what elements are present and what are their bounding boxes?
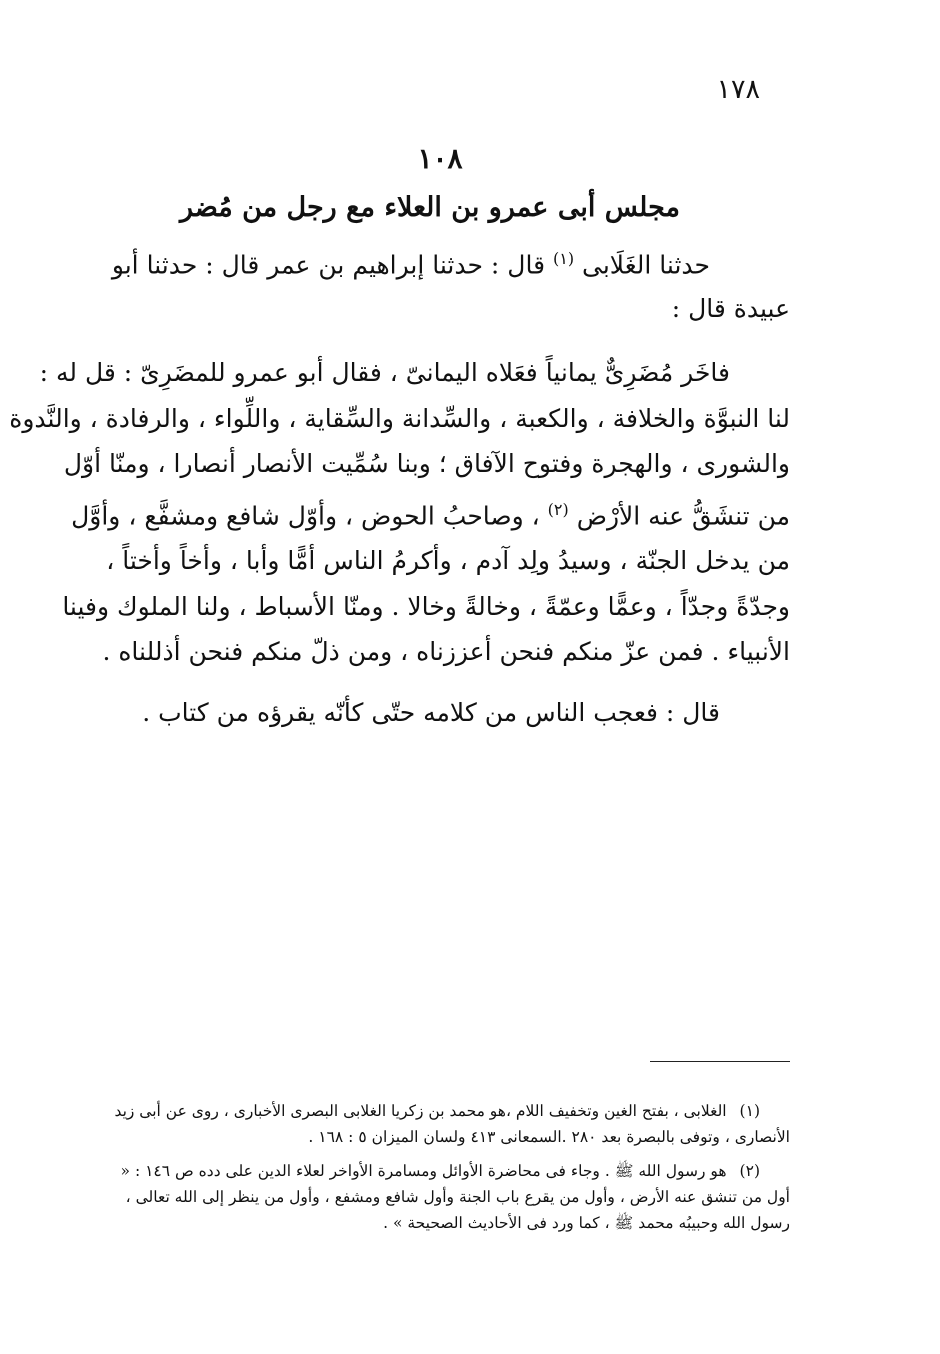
intro-line-1	[110, 236, 710, 288]
intro-text: حدثنا الغَلَابى	[582, 250, 710, 280]
footnote-mark: (١)	[739, 1102, 760, 1120]
body-paragraph	[9, 350, 790, 675]
footnote-1	[110, 1098, 790, 1150]
footnote-mark: (٢)	[739, 1162, 760, 1180]
body-line: الأنبياء . فمن عزّ منكم فنحن أعززناه ، ومن ذلّ منكم فنحن أذللناه .	[102, 637, 790, 667]
intro-line-2: عبيدة قال :	[671, 294, 790, 323]
body-line-with-ref	[71, 487, 790, 539]
body-line: من يدخل الجنّة ، وسيدُ ولِد آدم ، وأكرمُ الناس أمًّا وأبا ، وأخاً وأختاً ،	[106, 546, 790, 576]
footnote-ref-2: (٢)	[547, 499, 569, 519]
body-line: وجدّةً وجدّاً ، وعمًّا وعمّةً ، وخالةً وخالا . ومنّا الأسباط ، ولنا الملوك وفينا	[62, 591, 790, 621]
page-number: ١٧٨	[716, 74, 760, 105]
section-number: ١٠٨	[417, 142, 463, 175]
footnote-text: الغلابى ، بفتح الغين وتخفيف اللام ،هو محمد بن زكريا الغلابى البصرى الأخبارى ، روى عن أبى زيد الأنصارى ، وتوفى بالبصرة بعد ٢٨٠ .السمعانى ٤١٣ ولسان الميزان ٥ : ١٦٨ .	[114, 1102, 790, 1146]
footnote-text: هو رسول الله ﷺ . وجاء فى محاضرة الأوائل ومسامرة الأواخر لعلاء الدين على دده ص ١٤٦ : « أول من تنشق عنه الأرض ، وأول من يقرع باب الجنة وأول شافع ومشفع ، وأول من ينظر إلى الله تعالى ، رسول الله وحبيبُه محمد ﷺ ، كما ورد فى الأحاديث الصحيحة » .	[120, 1162, 790, 1232]
body-line-part: ، وصاحبُ الحوض ، وأوّل شافع ومشفَّع ، وأوَّل	[71, 500, 540, 530]
closing-line: قال : فعجب الناس من كلامه حتّى كأنّه يقرؤه من كتاب .	[142, 698, 720, 727]
body-line-part: من تنشَقُّ عنه الأرْض	[576, 500, 790, 530]
footnote-divider	[650, 1061, 790, 1062]
body-line: والشورى ، والهجرة وفتوح الآفاق ؛ وبنا سُمِّيت الأنصار أنصارا ، ومنّا أوّل	[63, 449, 790, 478]
body-line: لنا النبوَّة والخلافة ، والكعبة ، والسِّدانة والسِّقاية ، واللِّواء ، والرفادة ، والنَّدوة	[9, 403, 790, 433]
footnote-2	[110, 1158, 790, 1236]
footnote-ref-1: (١)	[552, 249, 575, 268]
section-title: مجلس أبى عمرو بن العلاء مع رجل من مُضر	[179, 192, 680, 223]
body-line: فاخَر مُضَرِىٌّ يمانياً فعَلاه اليمانىّ ، فقال أبو عمرو للمضَرِىّ : قل له :	[39, 358, 730, 387]
footnotes	[110, 1098, 790, 1244]
intro-text-rest: قال : حدثنا إبراهيم بن عمر قال : حدثنا أبو	[111, 250, 546, 280]
